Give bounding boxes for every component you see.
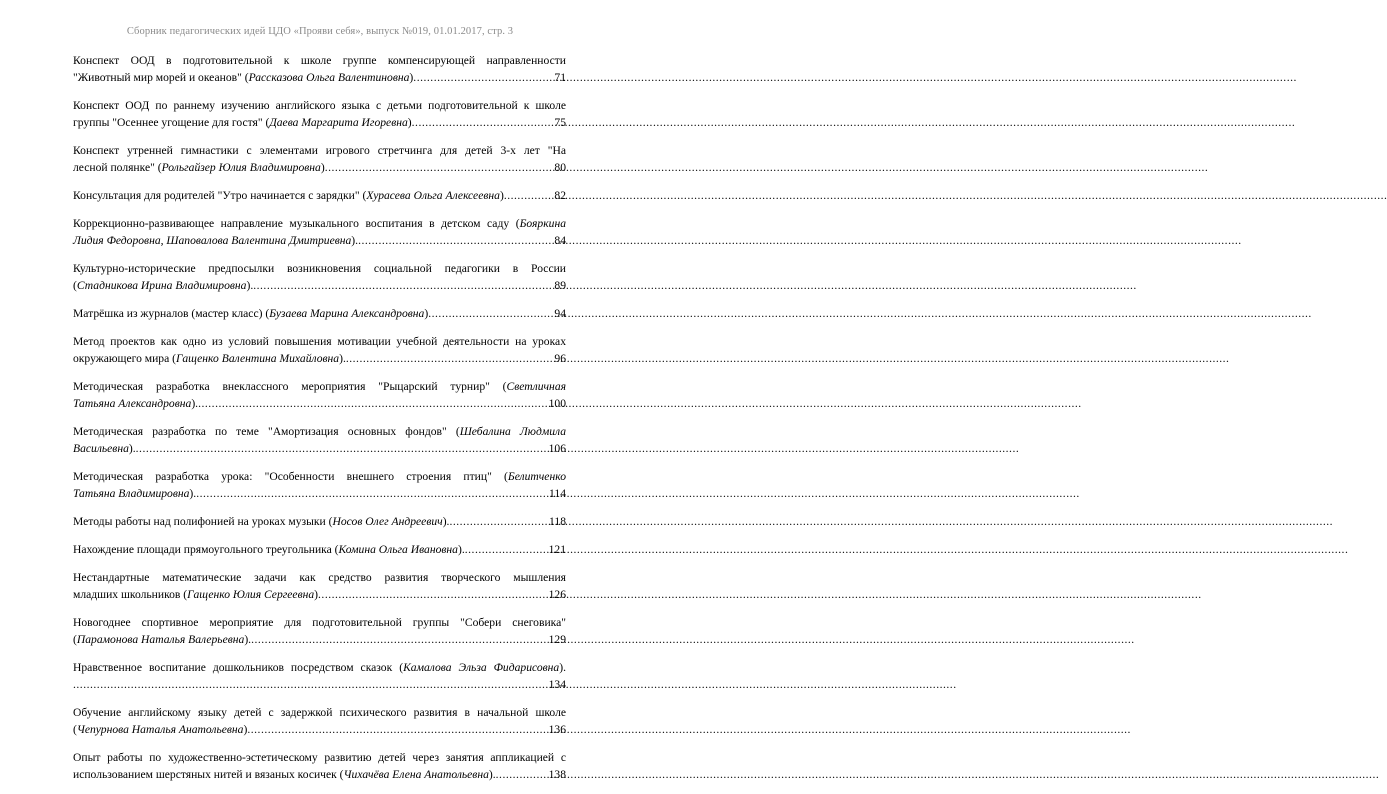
toc-entry-author: Комина Ольга Ивановна (338, 543, 458, 556)
toc-entry-title: Методическая разработка урока: "Особенности внешнего строения птиц" (Белитченко (73, 470, 566, 483)
toc-entry-author: Рассказова Ольга Валентиновна (248, 71, 410, 84)
toc-entry-page: 129 (548, 633, 566, 646)
toc-entry-line: Нахождение площади прямоугольного треугольника (Комина Ольга Ивановна). ..... 121 (73, 541, 566, 558)
toc-entry-title: Обучение английскому языку детей с задержкой психического развития в начальной школе (73, 706, 566, 719)
toc-entry-page: 121 (548, 543, 566, 556)
toc-entry-page: 84 (554, 234, 566, 247)
toc-entry[interactable] (73, 378, 566, 412)
toc-entry-page: 82 (554, 189, 566, 202)
toc-entry-title: Методическая разработка внеклассного мероприятия "Рыцарский турнир" (Светличная (73, 380, 566, 393)
toc-entry-page: 138 (548, 768, 566, 781)
toc-entry-author: Даева Маргарита Игоревна (269, 116, 408, 129)
dot-leader (496, 766, 548, 783)
toc-entry-author: Бузаева Марина Александровна (269, 307, 425, 320)
toc-entry[interactable] (73, 704, 566, 738)
toc-entry[interactable] (73, 423, 566, 457)
dot-leader (428, 305, 553, 322)
toc-entry-line: окружающего мира (Гащенко Валентина Михайловна). ..... 96 (73, 350, 566, 367)
toc-entry-title: Конспект ООД в подготовительной к школе группе компенсирующей направленности (73, 54, 566, 67)
toc-entry-title: Нестандартные математические задачи как средство развития творческого мышления (73, 571, 566, 584)
dot-leader (73, 676, 548, 693)
toc-entry[interactable] (73, 541, 566, 558)
toc-entry-title: Метод проектов как одно из условий повышения мотивации учебной деятельности на уроках (73, 335, 566, 348)
toc-entry-page: 75 (554, 116, 566, 129)
toc-entry-line: Татьяна Владимировна). ..... 114 (73, 485, 566, 502)
toc-entry[interactable] (73, 260, 566, 294)
toc-entry-line: младших школьников (Гащенко Юлия Сергеевна) ..... 126 (73, 586, 566, 603)
dot-leader (136, 440, 548, 457)
toc-entry-title: Конспект ООД по раннему изучению английского языка с детьми подготовительной к школе (73, 99, 566, 112)
dot-leader (198, 395, 548, 412)
toc-entry-author: Васильевна (73, 442, 129, 455)
toc-entry-page: 126 (548, 588, 566, 601)
toc-entry-line: (Стадникова Ирина Владимировна). ..... 89 (73, 277, 566, 294)
toc-entry[interactable] (73, 52, 566, 86)
toc-entry-line: Методы работы над полифонией на уроках музыки (Носов Олег Андреевич). ..... 118 (73, 513, 566, 530)
toc-entry-author: Рольгайзер Юлия Владимировна (161, 161, 321, 174)
toc-entry-title: Методическая разработка по теме "Амортизация основных фондов" (Шебалина Людмила (73, 425, 567, 438)
table-of-contents (73, 52, 566, 794)
toc-entry-author: Лидия Федоровна, Шаповалова Валентина Дмитриевна (73, 234, 352, 247)
dot-leader (247, 721, 547, 738)
toc-entry[interactable] (73, 97, 566, 131)
toc-entry-line: Васильевна). ..... 106 (73, 440, 566, 457)
toc-entry-author: Гащенко Юлия Сергеевна (187, 588, 315, 601)
toc-entry[interactable] (73, 187, 566, 204)
dot-leader (325, 159, 554, 176)
toc-entry-author: Татьяна Александровна (73, 397, 192, 410)
toc-entry-page: 100 (548, 397, 566, 410)
toc-entry-author: Чихачёва Елена Анатольевна (343, 768, 489, 781)
toc-entry-page: 114 (549, 487, 566, 500)
toc-entry-title: Опыт работы по художественно-эстетическому развитию детей через занятия аппликацией с (73, 751, 566, 764)
toc-entry[interactable] (73, 468, 566, 502)
toc-entry-author: Татьяна Владимировна (73, 487, 190, 500)
toc-entry-page: 96 (554, 352, 566, 365)
toc-entry-line: Татьяна Александровна). ..... 100 (73, 395, 566, 412)
toc-entry-page: 134 (548, 678, 566, 691)
toc-entry-page: 94 (554, 307, 566, 320)
toc-entry-line (73, 676, 566, 693)
dot-leader (412, 114, 554, 131)
toc-entry[interactable] (73, 333, 566, 367)
toc-entry-author: Чепурнова Наталья Анатольевна (76, 723, 244, 736)
toc-entry[interactable] (73, 513, 566, 530)
toc-entry-line: использованием шерстяных нитей и вязаных косичек (Чихачёва Елена Анатольевна). ..... 138 (73, 766, 566, 783)
toc-entry[interactable] (73, 215, 566, 249)
toc-entry-page: 71 (554, 71, 566, 84)
toc-entry-author: Стадникова Ирина Владимировна (76, 279, 247, 292)
dot-leader (346, 350, 554, 367)
toc-entry-line: Лидия Федоровна, Шаповалова Валентина Дмитриевна). ..... 84 (73, 232, 566, 249)
toc-entry[interactable] (73, 659, 566, 693)
toc-entry-line: группы "Осеннее угощение для гостя" (Даева Маргарита Игоревна) ..... 75 (73, 114, 566, 131)
toc-entry-page: 106 (548, 442, 566, 455)
toc-entry[interactable] (73, 614, 566, 648)
dot-leader (358, 232, 553, 249)
toc-entry-author: Хурасева Ольга Алексеевна (366, 189, 500, 202)
toc-entry[interactable] (73, 305, 566, 322)
toc-entry-author: Гащенко Валентина Михайловна (176, 352, 340, 365)
toc-entry-title: Коррекционно-развивающее направление музыкального воспитания в детском саду (Бояркина (73, 217, 566, 230)
dot-leader (465, 541, 548, 558)
toc-entry-line: Консультация для родителей "Утро начинается с зарядки" (Хурасева Ольга Алексеевна) ..... 82 (73, 187, 566, 204)
dot-leader (253, 277, 553, 294)
dot-leader (504, 187, 554, 204)
toc-entry-line: "Животный мир морей и океанов" (Рассказова Ольга Валентиновна) ..... 71 (73, 69, 566, 86)
running-header: Сборник педагогических идей ЦДО «Прояви себя», выпуск №019, 01.01.2017, стр. 3 (126, 26, 514, 37)
toc-entry-title: Культурно-исторические предпосылки возникновения социальной педагогики в России (73, 262, 566, 275)
toc-entry-line: лесной полянке" (Рольгайзер Юлия Владимировна) ..... 80 (73, 159, 566, 176)
dot-leader (318, 586, 548, 603)
dot-leader (196, 485, 548, 502)
toc-entry-page: 118 (549, 515, 566, 528)
dot-leader (413, 69, 553, 86)
toc-entry-author: Парамонова Наталья Валерьевна (76, 633, 245, 646)
toc-entry-page: 136 (548, 723, 566, 736)
toc-entry[interactable] (73, 569, 566, 603)
dot-leader (251, 631, 548, 648)
toc-entry-title: Новогоднее спортивное мероприятие для подготовительной группы "Собери снеговика" (73, 616, 566, 629)
toc-entry-page: 80 (554, 161, 566, 174)
toc-entry-title: Нравственное воспитание дошкольников посредством сказок (Камалова Эльза Фидарисовна). (73, 661, 566, 674)
toc-entry-title: Конспект утренней гимнастики с элементами игрового стретчинга для детей 3-х лет "На (73, 144, 566, 157)
toc-entry-page: 89 (554, 279, 566, 292)
toc-entry[interactable] (73, 142, 566, 176)
document-page (0, 0, 640, 781)
dot-leader (449, 513, 548, 530)
toc-entry-author: Носов Олег Андреевич (332, 515, 443, 528)
toc-entry-line: (Парамонова Наталья Валерьевна). ..... 129 (73, 631, 566, 648)
toc-entry-line: (Чепурнова Наталья Анатольевна) ..... 136 (73, 721, 566, 738)
toc-entry-line: Матрёшка из журналов (мастер класс) (Бузаева Марина Александровна) ..... 94 (73, 305, 566, 322)
toc-entry[interactable] (73, 749, 566, 783)
